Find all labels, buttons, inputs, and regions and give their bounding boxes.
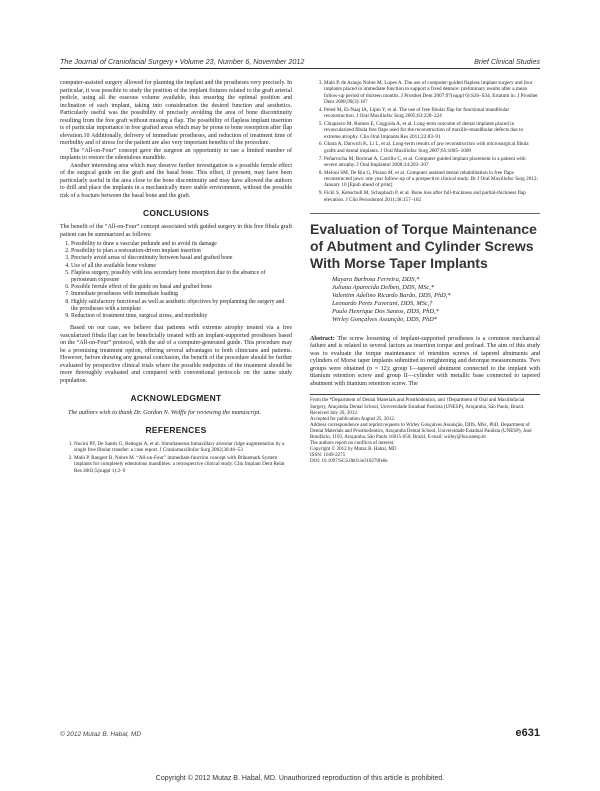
right-column	[310, 80, 540, 465]
abstract-text: The screw loosening of implant-supported prostheses is a common mechanical failure and is related to several factors as insertion torque and preload. The aim of this study was to evaluate the torque maintenance of retention screws of tapered abutments and cylinders of Morse taper implants submitted to retightening and detorque measurements. Two groups were obtained (n = 12): group I—tapered abutment connected to the implant with titanium retention screw and group II—cylinder with metallic base connected to tapered abutment with titanium retention screw. The	[310, 335, 540, 387]
note-affiliation: From the *Department of Dental Materials and Prosthodontics, and †Department of Oral and Maxillofacial Surgery, Araçatuba Dental School, Universidade Estadual Paulista (UNESP), Araçatuba, São Paulo, Brazil.	[310, 398, 525, 410]
left-column	[60, 80, 292, 476]
list-item: 7. Immediate prostheses with immediate loading	[71, 291, 292, 298]
conclusions-heading: CONCLUSIONS	[142, 208, 210, 218]
reference-item: 7. Peñarrocha M, Boronat A, Carrillo C, et al. Computer guided implant placement in a patient with severe atrophy. J Oral Implantol 2008;34:203–207	[324, 156, 540, 169]
section-label: Brief Clinical Studies	[474, 57, 540, 66]
body-paragraph: computer-assisted surgery allowed for planning the implant and the prostheses very precisely. In particular, it was possible to study the position of the implant fixtures related to the graft arterial pedicle, using all the osseous volume available, thus ensuring the optimal position and inclination of each implant, taking into consideration the desired function and aesthetics. Particularly useful was the possibility of precisely avoiding the area of bone discontinuity resulting from the free graft without missing a flap. The possibility of flapless implant insertion is of particular importance in free grafted areas which may be prone to bone resorption after flap elevation.10 Additionally, delivery of immediate prostheses, and reduction of treatment time of morbidity and of stress for the patient are also very important benefits of the procedure.	[60, 80, 292, 146]
page-number: e631	[515, 727, 540, 739]
list-item: 2. Possibility to plan a restoration-driven implant insertion	[71, 248, 292, 255]
author-name: Paulo Henrique Dos Santos, DDS, PhD,*	[332, 307, 439, 315]
abstract	[310, 336, 540, 389]
article-divider	[310, 213, 540, 214]
list-item: 8. Highly satisfactory functional as well as aesthetic objectives by preplanning the surgery and the prostheses with a template	[71, 299, 292, 313]
list-item: 5. Flapless surgery, possibly with less secondary bone resorption due to the absence of periosteum exposure	[71, 270, 292, 284]
references-heading: REFERENCES	[145, 424, 207, 435]
author-list	[310, 276, 540, 324]
list-item: 9. Reduction of treatment time, surgical stress, and morbidity	[71, 313, 292, 320]
article-notes	[310, 398, 540, 465]
reference-list-continued	[310, 80, 540, 203]
list-item: 4. Use of all the available bone volume	[71, 263, 292, 270]
reference-item: 8. Meloni SM, De Riu G, Pisano M, et al. Computer assisted dental rehabilitation in free flaps reconstructed jaws: one year follow-up of a prospective clinical study. Br J Oral Maxillofac Surg 2012; January 10 [Epub ahead of print]	[324, 170, 540, 189]
reference-item: 1. Nocini PF, De Santis G, Bedogni A, et al. Simultaneous bimaxillary alveolar ridge augmentation by a single free fibular transfer: a case report. J Craniomaxillofac Surg 2002;30:46–53	[74, 441, 292, 454]
conclusions-list	[60, 241, 292, 320]
notes-divider	[310, 394, 540, 395]
note-doi: DOI: 10.1097/SCS.0b013e318270fe0e	[310, 459, 388, 465]
list-item: 3. Precisely avoid areas of discontinuity between basal and grafted bone	[71, 255, 292, 262]
article-title: Evaluation of Torque Maintenance of Abutment and Cylinder Screws With Morse Taper Implants	[310, 220, 537, 271]
journal-citation: The Journal of Craniofacial Surgery • Volume 23, Number 6, November 2012	[60, 57, 305, 66]
reference-item: 3. Maló P, de Araujo Nobre M, Lopes A. The use of computer-guided flapless implant surgery and four implants placed in immediate function to support a fixed denture: preliminary results after a mean follow-up period of thirteen months. J Prosthet Dent 2007;97(suppl 6):S26–S34, Erratum in: J Prosthet Dent 2008;99(3):167	[324, 80, 540, 105]
reference-list	[60, 441, 292, 474]
reference-item: 4. Peled M, El-Naaj IA, Lipin Y, et al. The use of free fibular flap for functional mandibular reconstruction. J Oral Maxillofac Surg 2005;63:220–224	[324, 107, 540, 120]
conclusions-intro: The benefit of the “All-on-Four” concept associated with guided surgery in this free fibula graft patient can be summarized as follows:	[60, 224, 292, 238]
list-item: 6. Possible ferrule effect of the guide on basal and grafted bone	[71, 284, 292, 291]
footer-copyright: © 2012 Mutaz B. Habal, MD	[60, 731, 142, 738]
reference-item: 2. Maló P, Rangert B, Nobre M. “All-on-Four” immediate-function concept with Brånemark System implants for completely edentulous mandibles: a retrospective clinical study. Clin Implant Dent Relat Res 2003;5(suppl 1):2–9	[74, 455, 292, 474]
reference-item: 9. Fickl S, Kebschull M, Schupbach P, et al. Bone loss after full-thickness and partial-thickness flap elevation. J Clin Periodontol 2011;38:157–162	[324, 190, 540, 203]
note-copyright: Copyright © 2012 by Mutaz B. Habal, MD	[310, 447, 397, 453]
body-paragraph: The “All-on-Four” concept gave the surgeon an opportunity to use a limited number of implants to restore the edentulous mandible.	[60, 147, 292, 161]
page-footer	[60, 727, 540, 741]
reference-item: 6. Gbara A, Darwich K, Li L, et al. Long-term results of jaw reconstruction with microsurgical fibula grafts and dental implants. J Oral Maxillofac Surg 2007;65:1005–1009	[324, 141, 540, 154]
reference-item: 5. Chiapasco M, Romeo E, Coggiola A, et al. Long-term outcome of dental implants placed in revascularized fibula free flaps used for the reconstruction of maxillo-mandibular defects due to extreme atrophy. Clin Oral Implants Res 2011;22:83–91	[324, 121, 540, 140]
note-received: Received July 20, 2012.	[310, 410, 359, 416]
note-conflicts: The authors report no conflicts of interest.	[310, 441, 395, 447]
author-name: Valentim Adelino Ricardo Barão, DDS, PhD,*	[332, 291, 451, 299]
note-issn: ISSN: 1049-2275	[310, 453, 346, 459]
note-accepted: Accepted for publication August 25, 2012.	[310, 416, 396, 422]
note-correspondence: Address correspondence and reprint requests to Wirley Gonçalves Assunção, DDS, MSc, PhD, Department of Dental Materials and Prosthodontics, Araçatuba Dental School, Universidade Estadual Paulista (UNESP), José Bonifácio, 1193, Araçatuba, São Paulo 16015-050, Brazil; E-mail: wirley@foa.unesp.br	[310, 422, 532, 440]
author-name: Leonardo Perez Faverani, DDS, MSc,†	[332, 299, 433, 307]
author-name: Mayara Barbosa Ferreira, DDS,*	[332, 275, 420, 283]
acknowledgment-heading: ACKNOWLEDGMENT	[130, 393, 222, 404]
body-paragraph: Another interesting area which may deserve further investigation is a possible ferrule effect of the surgical guide on the graft and the basal bone. This effect, if present, may have been particularly useful in the area close to the bone discontinuity and may have allowed the authors to drill and place the implants in a mechanically more stable environment, without the possible risk of a fracture between the basal bone and the graft.	[60, 162, 292, 199]
abstract-label: Abstract:	[310, 335, 335, 342]
list-item: 1. Possibility to draw a vascular pedunde and to avoid its damage	[71, 241, 292, 248]
running-header	[60, 52, 540, 69]
acknowledgment-text: The authors wish to thank Dr. Gordon N. Wolffe for reviewing the manuscript.	[68, 409, 262, 417]
author-name: Wirley Gonçalves Assunção, DDS, PhD*	[332, 315, 437, 323]
copyright-notice: Copyright © 2012 Mutaz B. Habal, MD. Unauthorized reproduction of this article is prohibited.	[155, 775, 445, 782]
author-name: Juliana Aparecida Delben, DDS, MSc,*	[332, 283, 435, 291]
conclusions-closing: Based on our case, we believe that patients with extreme atrophy treated via a free vascularized fibula flap can be beneficially treated with an implant-supported prostheses based on the “All-on-Four” protocol, with the aid of a computer-generated guide. This procedure may be a promising treatment option, offering several advantages to both clinicians and patients. However, before drawing any general conclusion, the benefit of the procedure should be further evaluated by prospective clinical trials where the possible endpoints of the treatment should be more thoroughly evaluated and compared with conventional protocols on the same study population.	[60, 325, 292, 384]
